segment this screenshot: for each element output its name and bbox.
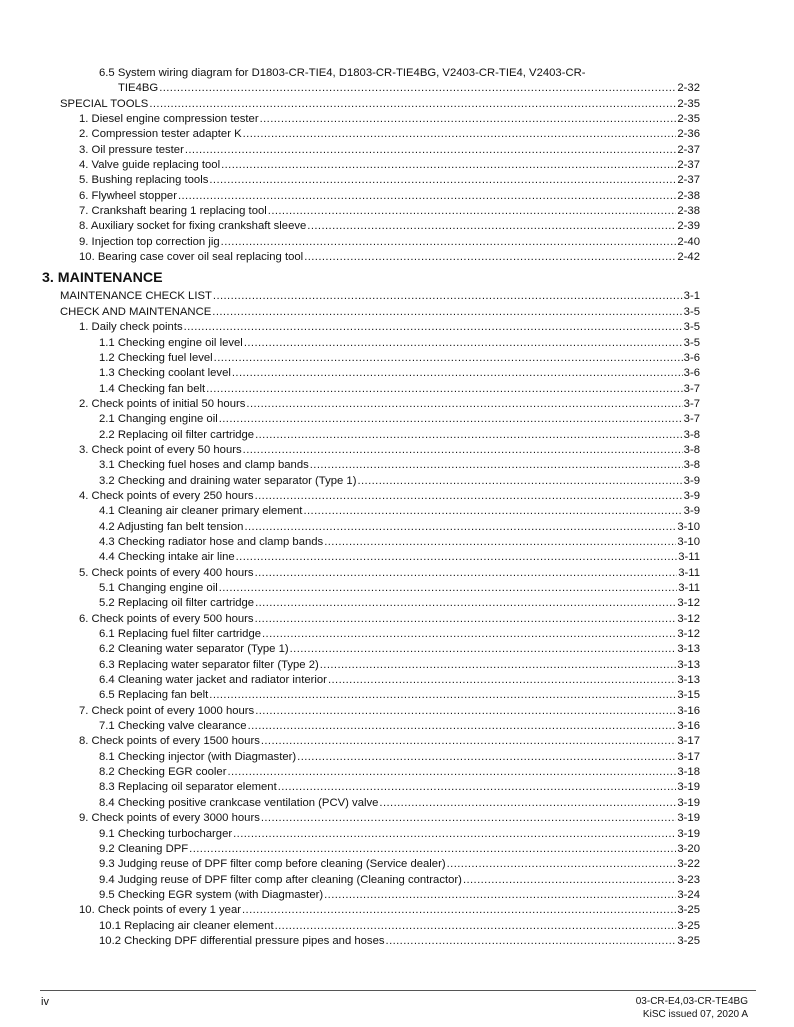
footer-doc-info [636,996,748,1021]
dot-leader [243,443,683,458]
toc-entry-page: 3-12 [677,628,700,641]
toc-entry-label: SPECIAL TOOLS [60,97,149,110]
toc-entry-page: 3-25 [677,904,700,917]
toc-entry[interactable] [58,97,700,112]
toc-entry[interactable] [58,919,700,934]
toc-entry-label: 6.5 Replacing fan belt [99,689,209,702]
toc-entry[interactable] [58,520,700,535]
toc-entry-label: 8.3 Replacing oil separator element [99,781,277,794]
toc-entry-label: 6.1 Replacing fuel filter cartridge [99,628,262,641]
dot-leader [275,919,677,934]
toc-entry[interactable] [58,366,700,381]
toc-entry-label: 2. Check points of initial 50 hours [79,397,246,410]
toc-entry-label: 8. Check points of every 1500 hours [79,735,260,748]
toc-entry[interactable] [58,704,700,719]
toc-entry-label: 7. Check point of every 1000 hours [79,704,255,717]
toc-entry-label: 4. Valve guide replacing tool [79,159,221,172]
toc-entry-page: 3-12 [677,597,700,610]
toc-entry[interactable] [58,750,700,765]
dot-leader [209,688,676,703]
toc-entry-page: 2-32 [677,82,700,95]
toc-entry-page: 3-5 [683,336,700,349]
dot-leader [212,305,682,320]
toc-entry-label: 6.2 Cleaning water separator (Type 1) [99,643,289,656]
toc-entry-page: 2-36 [677,128,700,141]
toc-entry[interactable] [58,320,700,335]
dot-leader [261,811,677,826]
toc-entry-page: 3-13 [677,674,700,687]
dot-leader [255,596,676,611]
toc-entry[interactable] [58,173,700,188]
toc-entry-page: 3-23 [677,873,700,886]
toc-entry-label: 6. Check points of every 500 hours [79,612,254,625]
dot-leader [357,474,682,489]
dot-leader [206,382,683,397]
toc-entry-page: 3-10 [677,535,700,548]
toc-entry[interactable] [58,412,700,427]
toc-entry[interactable] [58,612,700,627]
toc-entry-label: 6.4 Cleaning water jacket and radiator interior [99,674,327,687]
toc-entry-page: 3-5 [683,321,700,334]
toc-entry[interactable] [58,158,700,173]
toc-entry-page: 3-9 [683,505,700,518]
toc-entry-page: 3-19 [677,827,700,840]
dot-leader [184,320,683,335]
footer-issue: KiSC issued 07, 2020 A [642,1008,748,1020]
toc-entry-label: 8.4 Checking positive crankcase ventilation (PCV) valve [99,796,379,809]
toc-entry-label: 1.1 Checking engine oil level [99,336,243,349]
table-of-contents [42,66,700,949]
toc-entry-label: 4.3 Checking radiator hose and clamp bands [99,535,324,548]
dot-leader [236,550,678,565]
toc-entry[interactable] [58,673,700,688]
toc-entry-page: 3-19 [677,781,700,794]
toc-entry-label: 3. Oil pressure tester [79,143,184,156]
toc-entry-page: 3-8 [683,459,700,472]
toc-top-list [58,66,700,265]
toc-entry-label: 2.1 Changing engine oil [99,413,218,426]
toc-entry-page: 3-18 [677,766,700,779]
toc-entry[interactable] [58,204,700,219]
toc-entry-page: 3-8 [683,443,700,456]
toc-entry[interactable] [58,688,700,703]
toc-entry[interactable] [58,127,700,142]
toc-entry-label: 5.2 Replacing oil filter cartridge [99,597,255,610]
toc-entry[interactable] [58,658,700,673]
toc-entry[interactable] [58,382,700,397]
dot-leader [244,336,683,351]
dot-leader [310,458,683,473]
dot-leader [213,289,683,304]
toc-entry[interactable] [58,458,700,473]
toc-entry-label: 4.1 Cleaning air cleaner primary element [99,505,303,518]
dot-leader [386,934,677,949]
dot-leader [221,158,676,173]
toc-entry-label: 3. Check point of every 50 hours [79,443,242,456]
dot-leader [242,903,676,918]
dot-leader [244,520,676,535]
dot-leader [255,489,683,504]
toc-entry[interactable] [58,489,700,504]
dot-leader [304,250,676,265]
toc-entry-label: 9.3 Judging reuse of DPF filter comp before cleaning (Service dealer) [99,858,446,871]
toc-entry[interactable] [58,143,700,158]
toc-entry[interactable] [58,535,700,550]
dot-leader [219,581,678,596]
dot-leader [219,412,683,427]
dot-leader [303,504,682,519]
toc-entry[interactable] [58,627,700,642]
toc-entry[interactable] [58,842,700,857]
dot-leader [447,857,677,872]
toc-entry-label: TIE4BG [118,82,159,95]
dot-leader [307,219,676,234]
toc-entry-label: 8. Auxiliary socket for fixing crankshaft sleeve [79,220,307,233]
toc-entry[interactable] [58,336,700,351]
toc-entry-page: 3-25 [677,919,700,932]
dot-leader [232,366,683,381]
toc-entry-page: 3-20 [677,842,700,855]
toc-entry-label: 5. Check points of every 400 hours [79,566,254,579]
toc-entry-label: 1. Daily check points [79,321,183,334]
toc-entry[interactable] [58,112,700,127]
toc-entry-label: 4. Check points of every 250 hours [79,489,254,502]
toc-entry-page: 3-9 [683,474,700,487]
dot-leader [290,642,677,657]
toc-entry[interactable] [58,873,700,888]
toc-entry-page: 3-11 [678,582,700,594]
toc-entry-page: 3-11 [678,551,700,564]
dot-leader [149,97,676,112]
toc-entry-label: 9.4 Judging reuse of DPF filter comp after cleaning (Cleaning contractor) [99,873,462,886]
footer-page-number: iv [41,996,49,1008]
toc-entry[interactable] [58,642,700,657]
toc-entry-page: 2-35 [677,97,700,110]
toc-entry[interactable] [58,443,700,458]
toc-entry[interactable] [58,581,700,596]
toc-entry-label: 10. Check points of every 1 year [79,904,242,917]
toc-entry-page: 3-11 [678,566,700,579]
toc-entry-label: 1. Diesel engine compression tester [79,113,259,126]
toc-entry-label: 2.2 Replacing oil filter cartridge [99,428,255,441]
dot-leader [255,704,676,719]
toc-entry[interactable] [58,796,700,811]
toc-entry-page: 3-13 [677,643,700,656]
toc-entry-label: 4.2 Adjusting fan belt tension [99,520,244,533]
toc-entry[interactable] [58,219,700,234]
toc-maintenance-list [58,289,700,949]
toc-entry-page: 3-17 [677,750,700,763]
toc-entry-page: 3-7 [683,397,700,410]
toc-entry-page: 3-7 [683,413,700,426]
toc-entry-label: 2. Compression tester adapter K [79,128,242,141]
toc-entry-page: 3-10 [677,520,700,533]
toc-entry[interactable] [58,351,700,366]
dot-leader [278,780,677,795]
dot-leader [214,351,683,366]
toc-entry-label: 10.1 Replacing air cleaner element [99,919,274,932]
toc-entry-page: 3-16 [677,720,700,733]
dot-leader [255,428,683,443]
toc-entry[interactable] [58,811,700,826]
dot-leader [189,842,676,857]
section-heading: 3. MAINTENANCE [42,270,163,287]
toc-entry[interactable] [58,719,700,734]
dot-leader [268,204,677,219]
toc-entry-page: 2-37 [677,143,700,156]
toc-entry-page: 2-42 [677,251,700,264]
dot-leader [243,127,677,142]
toc-entry-label: MAINTENANCE CHECK LIST [60,290,212,303]
toc-entry[interactable] [58,596,700,611]
toc-entry[interactable] [58,734,700,749]
toc-entry[interactable] [58,250,700,265]
toc-entry-label: 9. Check points of every 3000 hours [79,812,260,825]
toc-entry-page: 3-1 [683,290,700,303]
toc-entry[interactable] [58,397,700,412]
dot-leader [185,143,677,158]
toc-entry-page: 2-39 [677,220,700,233]
dot-leader [324,888,676,903]
toc-entry[interactable] [58,566,700,581]
toc-entry-label: 9.2 Cleaning DPF [99,842,189,855]
dot-leader [227,765,676,780]
toc-entry[interactable] [58,504,700,519]
footer-divider [40,990,756,991]
toc-entry-label: 5.1 Changing engine oil [99,582,218,594]
toc-entry[interactable] [58,888,700,903]
dot-leader [463,873,676,888]
toc-entry-page: 3-6 [683,351,700,364]
toc-entry-page: 3-13 [677,658,700,671]
toc-entry[interactable] [58,428,700,443]
toc-entry-page: 3-16 [677,704,700,717]
dot-leader [255,566,678,581]
toc-entry-label: 9.5 Checking EGR system (with Diagmaster) [99,888,324,901]
dot-leader [320,658,677,673]
toc-entry[interactable] [58,857,700,872]
toc-entry-label: 8.1 Checking injector (with Diagmaster) [99,750,297,763]
dot-leader [260,112,677,127]
toc-entry-page: 2-35 [677,113,700,126]
dot-leader [248,719,677,734]
toc-entry-page: 3-24 [677,888,700,901]
toc-entry-page: 3-12 [677,612,700,625]
dot-leader [328,673,676,688]
dot-leader [255,612,677,627]
dot-leader [159,81,676,96]
toc-entry[interactable] [58,474,700,489]
toc-entry[interactable] [58,765,700,780]
toc-entry-label-line: 6.5 System wiring diagram for D1803-CR-TIE4, D1803-CR-TIE4BG, V2403-CR-TIE4, V2403-CR- [99,67,586,79]
toc-entry[interactable] [58,289,700,304]
toc-entry-label: 3.2 Checking and draining water separator (Type 1) [99,474,357,487]
dot-leader [246,397,682,412]
toc-entry-label: 10. Bearing case cover oil seal replacing tool [79,251,304,264]
dot-leader [261,734,677,749]
toc-entry-page: 3-22 [677,858,700,871]
toc-entry-page: 3-6 [683,367,700,380]
toc-entry[interactable] [58,934,700,949]
toc-entry-page: 2-37 [677,159,700,172]
dot-leader [262,627,676,642]
dot-leader [324,535,676,550]
dot-leader [233,827,676,842]
toc-entry-label: 6. Flywheel stopper [79,189,177,202]
toc-entry-label: 4.4 Checking intake air line [99,551,235,564]
toc-entry[interactable] [58,827,700,842]
toc-entry-page: 3-25 [677,934,700,947]
toc-entry-label: 3.1 Checking fuel hoses and clamp bands [99,459,309,472]
toc-entry[interactable] [58,780,700,795]
footer-doc-code: 03-CR-E4,03-CR-TE4BG [635,996,748,1007]
toc-entry-page: 3-7 [683,382,700,395]
toc-entry-page: 2-40 [677,235,700,248]
dot-leader [209,173,676,188]
toc-entry-label: 8.2 Checking EGR cooler [99,766,227,779]
toc-entry-label: 5. Bushing replacing tools [79,174,209,187]
toc-entry-page: 3-17 [677,735,700,748]
toc-entry[interactable] [58,305,700,320]
toc-entry-label: 7. Crankshaft bearing 1 replacing tool [79,205,267,218]
toc-entry-label: 1.3 Checking coolant level [99,367,231,380]
toc-entry-label: 1.2 Checking fuel level [99,351,213,364]
toc-entry-label: 9. Injection top correction jig [79,235,220,248]
toc-entry-page: 2-38 [677,205,700,218]
toc-entry-page: 3-5 [683,305,700,318]
dot-leader [178,189,676,204]
toc-entry-page: 2-38 [677,189,700,202]
toc-entry-page: 3-8 [683,428,700,441]
toc-entry-page: 3-19 [677,796,700,809]
toc-entry[interactable] [58,189,700,204]
toc-entry-label: 1.4 Checking fan belt [99,382,206,395]
dot-leader [297,750,676,765]
toc-entry[interactable] [58,550,700,565]
toc-entry-label: 7.1 Checking valve clearance [99,720,247,733]
toc-entry[interactable] [58,235,700,250]
toc-entry-label: 10.2 Checking DPF differential pressure pipes and hoses [99,934,385,947]
dot-leader [379,796,676,811]
toc-entry-page: 3-19 [677,812,700,825]
toc-entry-label: CHECK AND MAINTENANCE [60,305,212,318]
toc-entry-label: 9.1 Checking turbocharger [99,827,233,840]
toc-entry[interactable] [58,903,700,918]
toc-entry-page: 3-9 [683,489,700,502]
toc-entry[interactable] [58,81,700,96]
dot-leader [221,235,677,250]
toc-entry-page: 2-37 [677,174,700,187]
toc-entry-page: 3-15 [677,689,700,702]
toc-entry-label: 6.3 Replacing water separator filter (Type 2) [99,658,319,671]
